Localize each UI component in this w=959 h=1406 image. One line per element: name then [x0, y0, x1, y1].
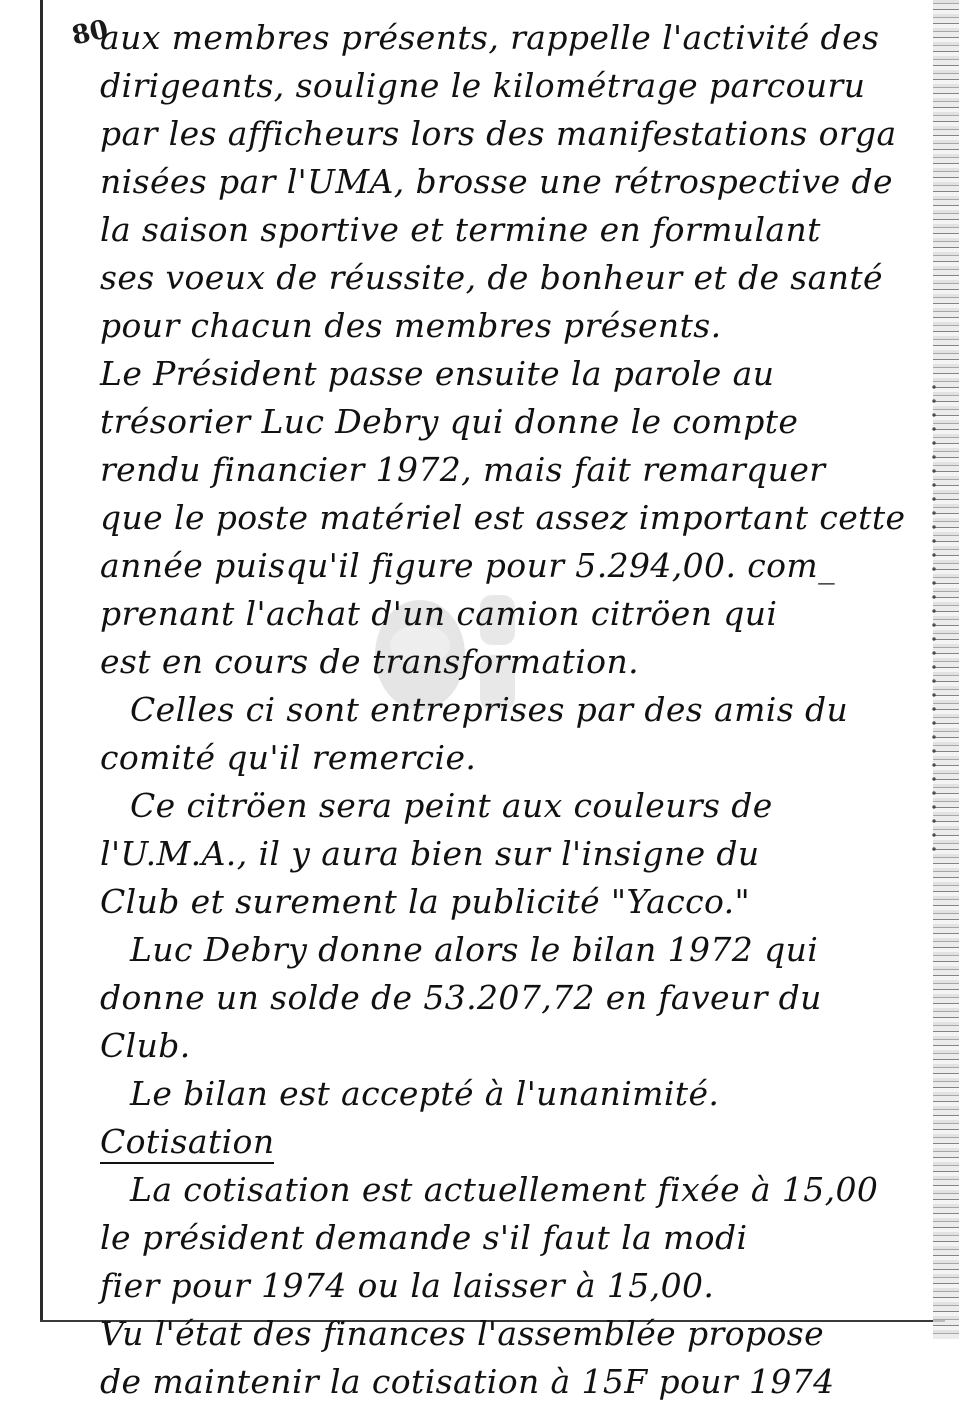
text-line: le président demande s'il faut la modi — [100, 1218, 748, 1257]
left-margin-line — [40, 0, 43, 1322]
text-line: Ce citröen sera peint aux couleurs de — [130, 786, 773, 825]
text-line: Celles ci sont entreprises par des amis du — [130, 690, 849, 729]
section-heading-line — [100, 1118, 910, 1166]
text-line: aux membres présents, rappelle l'activité des — [100, 18, 880, 57]
text-line: est en cours de transformation. — [100, 642, 639, 681]
text-line: de maintenir la cotisation à 15F pour 1974 — [100, 1362, 835, 1401]
text-line: comité qu'il remercie. — [100, 738, 477, 777]
handwritten-text-body — [100, 14, 910, 1406]
text-line: Vu l'état des finances l'assemblée propose — [100, 1314, 825, 1353]
text-line: ses voeux de réussite, de bonheur et de santé — [100, 258, 883, 297]
text-line: trésorier Luc Debry qui donne le compte — [100, 402, 799, 441]
text-line: rendu financier 1972, mais fait remarquer — [100, 450, 826, 489]
text-line: que le poste matériel est assez important cette — [100, 498, 906, 537]
text-line: Le bilan est accepté à l'unanimité. — [130, 1074, 720, 1113]
text-line: dirigeants, souligne le kilométrage parcouru — [100, 66, 866, 105]
text-line: année puisqu'il figure pour 5.294,00. com_ — [100, 546, 835, 585]
page-number: 80 — [69, 14, 111, 52]
text-line: nisées par l'UMA, brosse une rétrospective de — [100, 162, 893, 201]
text-line: par les afficheurs lors des manifestations orga — [100, 114, 897, 153]
text-line: fier pour 1974 ou la laisser à 15,00. — [100, 1266, 715, 1305]
text-line: Club et surement la publicité "Yacco." — [100, 882, 751, 921]
text-line: Club. — [100, 1026, 191, 1065]
text-line: Le Président passe ensuite la parole au — [100, 354, 775, 393]
text-line: la saison sportive et termine en formulant — [100, 210, 821, 249]
text-line: pour chacun des membres présents. — [100, 306, 722, 345]
text-line: Luc Debry donne alors le bilan 1972 qui — [130, 930, 819, 969]
section-heading: Cotisation — [100, 1122, 274, 1164]
binding-holes — [931, 380, 937, 860]
text-line: l'U.M.A., il y aura bien sur l'insigne du — [100, 834, 760, 873]
text-line: prenant l'achat d'un camion citröen qui — [100, 594, 778, 633]
text-line: La cotisation est actuellement fixée à 15,00 — [130, 1170, 879, 1209]
text-line: donne un solde de 53.207,72 en faveur du — [100, 978, 822, 1017]
